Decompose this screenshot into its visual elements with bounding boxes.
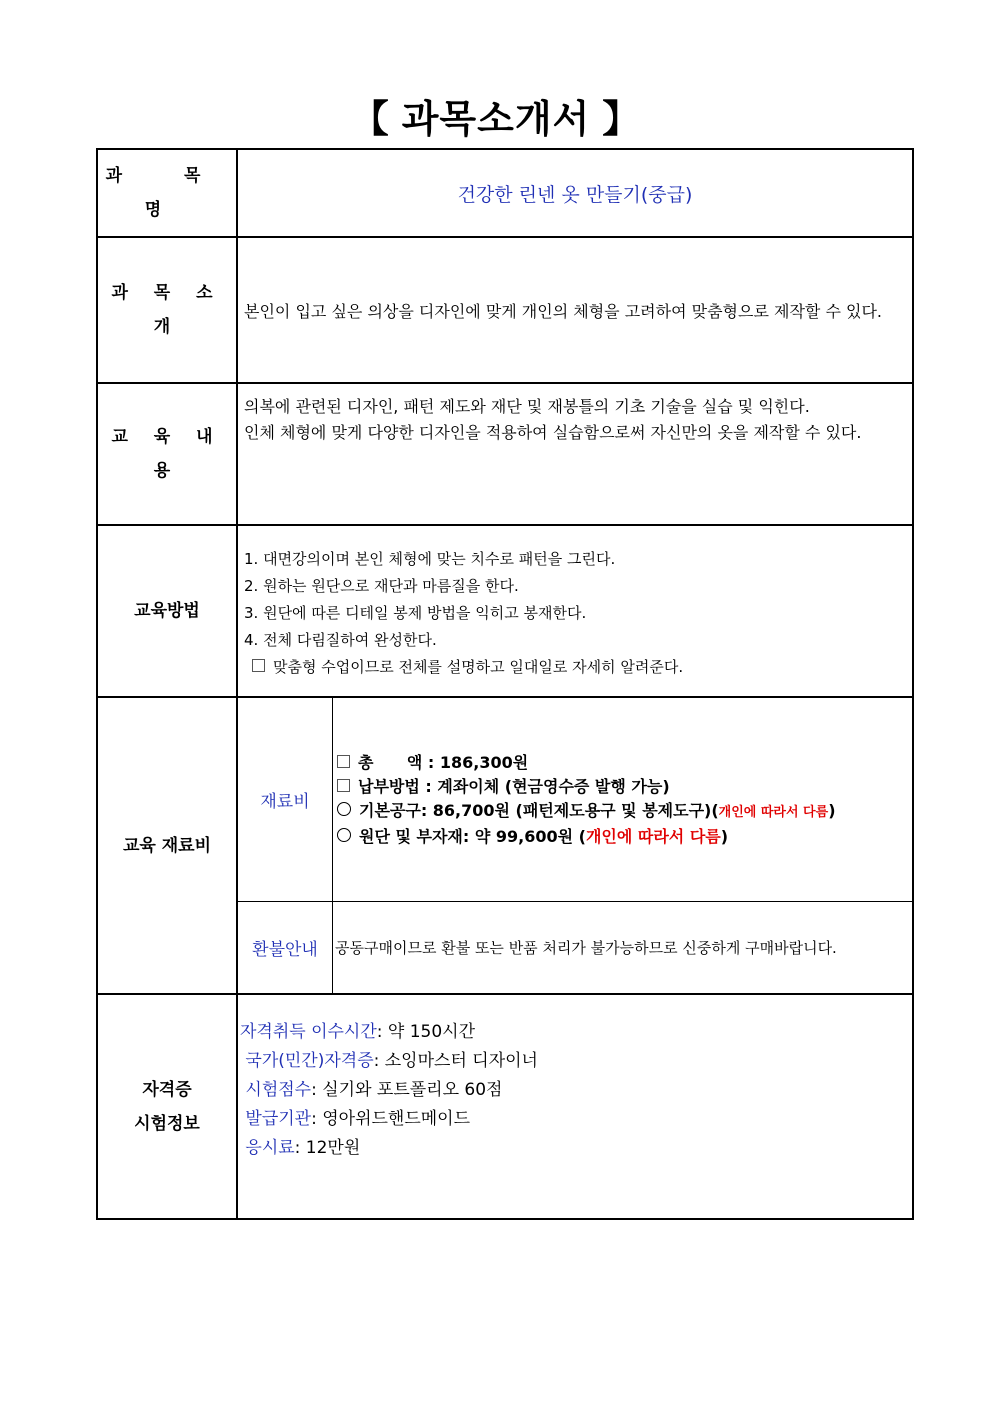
edu-method-item-2: 2. 원하는 원단으로 재단과 마름질을 한다. bbox=[244, 576, 519, 595]
cert-exam-label: 시험점수 bbox=[240, 1080, 312, 1100]
title-text: 과목소개서 bbox=[401, 97, 591, 141]
material-payment-label: 납부방법 bbox=[358, 777, 420, 796]
material-fabric-close: ) bbox=[720, 827, 729, 846]
table-border-bottom bbox=[96, 1218, 914, 1220]
title-open-bracket: 【 bbox=[350, 97, 390, 141]
cert-fee-label: 응시료 bbox=[240, 1138, 295, 1158]
cert-hours-value: : 약 150시간 bbox=[376, 1022, 476, 1042]
cert-fee-value: : 12만원 bbox=[294, 1138, 361, 1158]
material-payment-value: : 계좌이체 (현금영수증 발행 가능) bbox=[425, 777, 670, 796]
certificate-label-line-2: 시험정보 bbox=[134, 1113, 200, 1134]
edu-content-line-2: 인체 체형에 맞게 다양한 디자인을 적용하여 실습함으로써 자신만의 옷을 제작할 수 있다. bbox=[244, 423, 862, 442]
subject-intro-paragraph: 본인이 입고 싶은 의상을 디자인에 맞게 개인의 체형을 고려하여 맞춤형으로 제작할 수 있다. bbox=[244, 302, 882, 321]
material-total-value: : 186,300원 bbox=[427, 753, 529, 772]
material-fabric-line bbox=[337, 825, 836, 849]
subject-name-value: 건강한 린넨 옷 만들기(중급) bbox=[457, 183, 693, 206]
cert-fee-line bbox=[240, 1134, 538, 1163]
circle-bullet-icon bbox=[337, 828, 351, 842]
cert-name-line bbox=[240, 1047, 538, 1076]
edu-material-label: 교육 재료비 bbox=[122, 835, 212, 856]
material-fabric-note: 개인에 따라서 다름 bbox=[585, 827, 721, 846]
course-info-table bbox=[96, 148, 914, 1220]
material-total-label: 총 액 bbox=[358, 753, 423, 772]
title-close-bracket: 】 bbox=[602, 97, 642, 141]
material-total-line bbox=[337, 751, 836, 775]
material-tools-close: ) bbox=[828, 801, 836, 820]
checkbox-icon bbox=[337, 755, 350, 768]
edu-method-list bbox=[238, 526, 912, 696]
cert-exam-value: : 실기와 포트폴리오 60점 bbox=[311, 1080, 503, 1100]
cert-exam-line bbox=[240, 1076, 538, 1105]
material-fee-label: 재료비 bbox=[260, 792, 310, 812]
checkbox-icon bbox=[337, 779, 350, 792]
circle-bullet-icon bbox=[337, 802, 351, 816]
subject-name-label: 과 목 명 bbox=[105, 166, 229, 220]
certificate-label-line-1: 자격증 bbox=[142, 1079, 192, 1100]
table-border-right bbox=[912, 148, 914, 1220]
cert-name-label: 국가(민간)자격증 bbox=[240, 1051, 374, 1071]
checkbox-icon bbox=[252, 659, 265, 672]
refund-text bbox=[333, 902, 912, 993]
edu-method-note bbox=[244, 654, 683, 681]
edu-content-label: 교 육 내 용 bbox=[111, 427, 223, 481]
cert-hours-label: 자격취득 이수시간 bbox=[240, 1022, 377, 1042]
material-fee-details bbox=[333, 698, 912, 901]
refund-paragraph: 공동구매이므로 환불 또는 반품 처리가 불가능하므로 신중하게 구매바랍니다. bbox=[335, 938, 837, 957]
cert-issuer-value: : 영아위드핸드메이드 bbox=[311, 1109, 471, 1129]
edu-method-item-4: 4. 전체 다림질하여 완성한다. bbox=[244, 630, 437, 649]
edu-method-label: 교육방법 bbox=[134, 601, 200, 621]
material-tools-text: 기본공구: 86,700원 (패턴제도용구 및 봉제도구)( bbox=[359, 801, 719, 820]
edu-method-item-1: 1. 대면강의이며 본인 체형에 맞는 치수로 패턴을 그린다. bbox=[244, 549, 616, 568]
material-tools-note: 개인에 따라서 다름 bbox=[718, 805, 829, 820]
material-tools-line bbox=[337, 799, 836, 825]
material-payment-line bbox=[337, 775, 836, 799]
material-fabric-text: 원단 및 부자재: 약 99,600원 ( bbox=[359, 827, 586, 846]
edu-content-line-1: 의복에 관련된 디자인, 패턴 제도와 재단 및 재봉틀의 기초 기술을 실습 및 익힌다. bbox=[244, 397, 810, 416]
certificate-label bbox=[98, 995, 236, 1218]
cert-name-value: : 소잉마스터 디자이너 bbox=[373, 1051, 538, 1071]
refund-label: 환불안내 bbox=[252, 940, 318, 960]
document-title bbox=[0, 88, 992, 143]
edu-method-item-3: 3. 원단에 따른 디테일 봉제 방법을 익히고 봉재한다. bbox=[244, 603, 587, 622]
subject-intro-label: 과 목 소 개 bbox=[111, 283, 223, 337]
edu-method-note-text: 맞춤형 수업이므로 전체를 설명하고 일대일로 자세히 알려준다. bbox=[273, 657, 684, 676]
certificate-info bbox=[238, 995, 912, 1218]
edu-content-text bbox=[238, 384, 912, 524]
cert-issuer-line bbox=[240, 1105, 538, 1134]
cert-hours-line bbox=[240, 1018, 538, 1047]
cert-issuer-label: 발급기관 bbox=[240, 1109, 312, 1129]
subject-intro-text bbox=[238, 238, 912, 382]
